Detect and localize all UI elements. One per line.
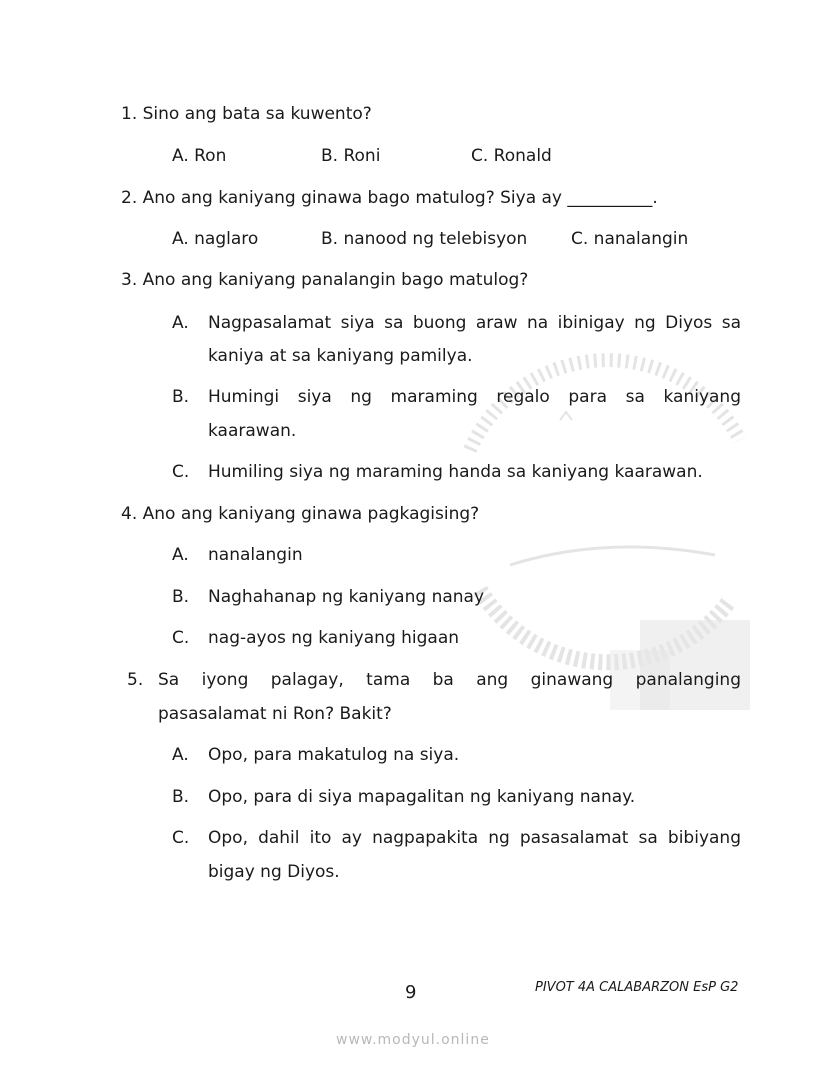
q4-option-b-text: Naghahanap ng kaniyang nanay: [208, 587, 485, 607]
q4-option-a-letter: A.: [172, 545, 189, 565]
q3-option-a-letter: A.: [172, 313, 189, 333]
q5-option-a-letter: A.: [172, 745, 189, 765]
question-5-line1: Sa iyong palagay, tama ba ang ginawang panalanging: [158, 670, 741, 690]
q5-option-c-line2: bigay ng Diyos.: [208, 862, 340, 882]
q3-option-b-line2: kaarawan.: [208, 421, 297, 441]
q3-option-c-line1: Humiling siya ng maraming handa sa kaniyang kaarawan.: [208, 462, 703, 482]
q3-option-b-line1: Humingi siya ng maraming regalo para sa kaniyang: [208, 387, 741, 407]
question-4: 4. Ano ang kaniyang ginawa pagkagising?: [121, 504, 480, 524]
q5-option-a-text: Opo, para makatulog na siya.: [208, 745, 460, 765]
q3-option-a-line1: Nagpasalamat siya sa buong araw na ibinigay ng Diyos sa: [208, 313, 741, 333]
q3-option-c-letter: C.: [172, 462, 190, 482]
q5-option-b-letter: B.: [172, 787, 190, 807]
question-5-number: 5.: [127, 670, 144, 690]
q1-choice-a: A. Ron: [172, 146, 227, 166]
q3-option-b-letter: B.: [172, 387, 190, 407]
question-2: 2. Ano ang kaniyang ginawa bago matulog? Siya ay __________.: [121, 188, 658, 208]
q1-choice-b: B. Roni: [321, 146, 381, 166]
footer-reference: PIVOT 4A CALABARZON EsP G2: [535, 980, 739, 995]
q1-choice-c: C. Ronald: [471, 146, 552, 166]
q2-choice-b: B. nanood ng telebisyon: [321, 229, 528, 249]
q4-option-c-text: nag-ayos ng kaniyang higaan: [208, 628, 460, 648]
page-number: 9: [405, 982, 417, 1003]
q5-option-c-letter: C.: [172, 828, 190, 848]
site-watermark: www.modyul.online: [336, 1032, 490, 1048]
question-5-line2: pasasalamat ni Ron? Bakit?: [158, 704, 392, 724]
q2-choice-a: A. naglaro: [172, 229, 259, 249]
q2-choice-c: C. nanalangin: [571, 229, 689, 249]
question-1: 1. Sino ang bata sa kuwento?: [121, 104, 372, 124]
q3-option-a-line2: kaniya at sa kaniyang pamilya.: [208, 346, 473, 366]
q4-option-b-letter: B.: [172, 587, 190, 607]
q5-option-c-line1: Opo, dahil ito ay nagpapakita ng pasasalamat sa bibiyang: [208, 828, 741, 848]
q4-option-c-letter: C.: [172, 628, 190, 648]
question-3: 3. Ano ang kaniyang panalangin bago matulog?: [121, 270, 529, 290]
q4-option-a-text: nanalangin: [208, 545, 303, 565]
q5-option-b-text: Opo, para di siya mapagalitan ng kaniyang nanay.: [208, 787, 636, 807]
